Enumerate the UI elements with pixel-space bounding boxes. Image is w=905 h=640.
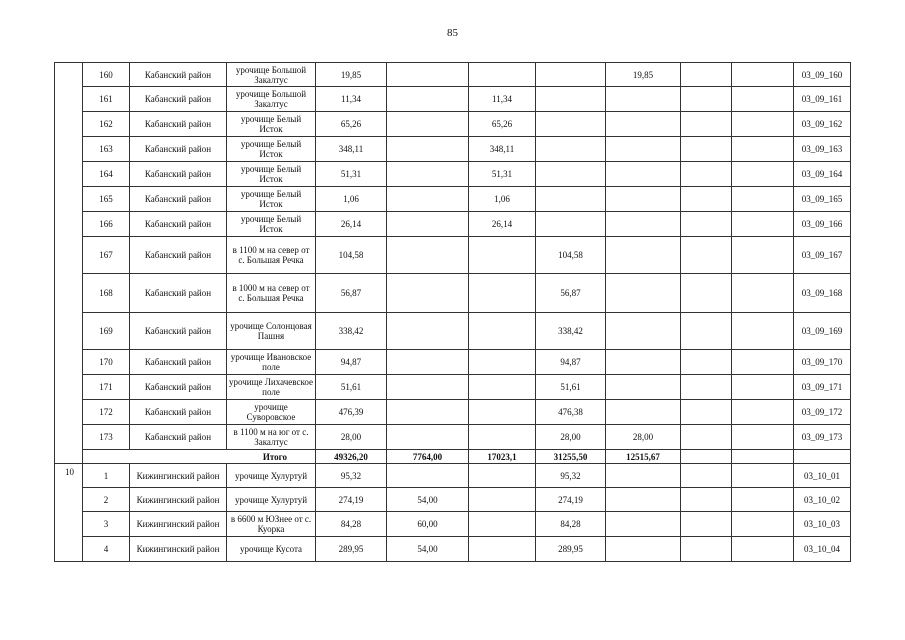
cell-c3: 94,87 <box>536 350 606 375</box>
cell-location: урочище Кусота <box>227 537 316 562</box>
cell-c3 <box>536 187 606 212</box>
table-row <box>55 212 851 237</box>
cell-c1: 60,00 <box>387 512 469 537</box>
cell-num: 161 <box>83 87 130 112</box>
cell-c4 <box>606 313 681 350</box>
cell-c1: 54,00 <box>387 537 469 562</box>
cell-code: 03_09_173 <box>794 425 851 450</box>
total-total: 49326,20 <box>316 450 387 464</box>
cell-location: урочище Солонцовая Пашня <box>227 313 316 350</box>
cell-c4 <box>606 162 681 187</box>
cell-c4: 19,85 <box>606 63 681 87</box>
group-number-cell <box>55 313 83 350</box>
cell-total: 11,34 <box>316 87 387 112</box>
cell-c4: 28,00 <box>606 425 681 450</box>
cell-c5 <box>681 512 732 537</box>
cell-c3: 338,42 <box>536 313 606 350</box>
cell-c4 <box>606 537 681 562</box>
cell-district: Кижингинский район <box>130 464 227 488</box>
cell-c3 <box>536 212 606 237</box>
group-number-cell <box>55 375 83 400</box>
cell-c1 <box>387 350 469 375</box>
cell-c6 <box>732 187 794 212</box>
group-number-cell: 10 <box>55 464 83 488</box>
cell-c5 <box>681 350 732 375</box>
cell-c6 <box>732 400 794 425</box>
cell-c4 <box>606 375 681 400</box>
cell-c2 <box>469 537 536 562</box>
cell-c4 <box>606 400 681 425</box>
table-row <box>55 237 851 274</box>
cell-c3: 28,00 <box>536 425 606 450</box>
table-row <box>55 187 851 212</box>
cell-code: 03_09_171 <box>794 375 851 400</box>
table-row <box>55 87 851 112</box>
total-row <box>55 450 851 464</box>
page-number: 85 <box>447 27 458 39</box>
cell-c4 <box>606 87 681 112</box>
cell-c1: 54,00 <box>387 488 469 512</box>
cell-district: Кабанский район <box>130 87 227 112</box>
cell-location: урочище Белый Исток <box>227 162 316 187</box>
group-number-cell <box>55 87 83 112</box>
cell-c1 <box>387 112 469 137</box>
total-label: Итого <box>83 450 316 464</box>
group-number-cell <box>55 187 83 212</box>
cell-c4 <box>606 274 681 313</box>
cell-total: 19,85 <box>316 63 387 87</box>
cell-c2: 26,14 <box>469 212 536 237</box>
cell-total: 476,39 <box>316 400 387 425</box>
cell-c3 <box>536 87 606 112</box>
cell-c3: 95,32 <box>536 464 606 488</box>
cell-num: 170 <box>83 350 130 375</box>
cell-district: Кабанский район <box>130 313 227 350</box>
table-row <box>55 464 851 488</box>
table-body <box>55 63 851 562</box>
cell-code: 03_10_03 <box>794 512 851 537</box>
table-row <box>55 425 851 450</box>
cell-district: Кижингинский район <box>130 537 227 562</box>
cell-total: 51,61 <box>316 375 387 400</box>
cell-num: 167 <box>83 237 130 274</box>
cell-c2: 65,26 <box>469 112 536 137</box>
table-row <box>55 350 851 375</box>
cell-location: урочище Хулуртуй <box>227 488 316 512</box>
cell-c6 <box>732 425 794 450</box>
cell-location: в 1000 м на север от с. Большая Речка <box>227 274 316 313</box>
cell-code: 03_10_04 <box>794 537 851 562</box>
cell-location: урочище Белый Исток <box>227 137 316 162</box>
cell-district: Кабанский район <box>130 112 227 137</box>
cell-c3 <box>536 137 606 162</box>
cell-c5 <box>681 537 732 562</box>
cell-code: 03_09_161 <box>794 87 851 112</box>
cell-code: 03_09_164 <box>794 162 851 187</box>
cell-c2 <box>469 425 536 450</box>
cell-total: 56,87 <box>316 274 387 313</box>
cell-total: 338,42 <box>316 313 387 350</box>
group-number-cell <box>55 274 83 313</box>
cell-c2 <box>469 350 536 375</box>
cell-total: 348,11 <box>316 137 387 162</box>
cell-c3 <box>536 162 606 187</box>
total-c2: 17023,1 <box>469 450 536 464</box>
cell-location: урочище Лихачевское поле <box>227 375 316 400</box>
cell-district: Кабанский район <box>130 137 227 162</box>
cell-c1 <box>387 87 469 112</box>
table-row <box>55 63 851 87</box>
cell-num: 2 <box>83 488 130 512</box>
cell-c4 <box>606 488 681 512</box>
cell-c6 <box>732 137 794 162</box>
cell-c6 <box>732 162 794 187</box>
cell-c6 <box>732 112 794 137</box>
cell-num: 166 <box>83 212 130 237</box>
cell-district: Кабанский район <box>130 375 227 400</box>
land-register-table <box>54 62 851 562</box>
cell-c5 <box>681 313 732 350</box>
cell-c4 <box>606 350 681 375</box>
cell-c4 <box>606 464 681 488</box>
table-row <box>55 488 851 512</box>
cell-c6 <box>732 350 794 375</box>
group-number-cell <box>55 425 83 450</box>
cell-c3: 104,58 <box>536 237 606 274</box>
cell-c1 <box>387 375 469 400</box>
cell-c1 <box>387 425 469 450</box>
cell-total: 274,19 <box>316 488 387 512</box>
cell-c1 <box>387 464 469 488</box>
group-number-cell <box>55 450 83 464</box>
table-row <box>55 512 851 537</box>
cell-c5 <box>681 237 732 274</box>
cell-c2 <box>469 512 536 537</box>
cell-c6 <box>732 237 794 274</box>
cell-c2: 348,11 <box>469 137 536 162</box>
cell-c2 <box>469 464 536 488</box>
cell-c3: 476,38 <box>536 400 606 425</box>
cell-c5 <box>681 162 732 187</box>
cell-code: 03_10_02 <box>794 488 851 512</box>
cell-code: 03_09_166 <box>794 212 851 237</box>
cell-total: 51,31 <box>316 162 387 187</box>
cell-c3: 274,19 <box>536 488 606 512</box>
cell-location: урочище Суворовское <box>227 400 316 425</box>
total-c6 <box>732 450 794 464</box>
total-code <box>794 450 851 464</box>
cell-c5 <box>681 212 732 237</box>
cell-c2 <box>469 375 536 400</box>
group-number-cell <box>55 488 83 512</box>
cell-total: 95,32 <box>316 464 387 488</box>
cell-c3: 289,95 <box>536 537 606 562</box>
cell-location: урочище Белый Исток <box>227 112 316 137</box>
cell-num: 164 <box>83 162 130 187</box>
cell-c2 <box>469 313 536 350</box>
table-row <box>55 375 851 400</box>
cell-district: Кабанский район <box>130 425 227 450</box>
cell-num: 160 <box>83 63 130 87</box>
cell-c6 <box>732 313 794 350</box>
cell-code: 03_09_167 <box>794 237 851 274</box>
table-row <box>55 313 851 350</box>
cell-c2 <box>469 237 536 274</box>
cell-c1 <box>387 187 469 212</box>
cell-location: урочище Белый Исток <box>227 212 316 237</box>
cell-code: 03_09_162 <box>794 112 851 137</box>
cell-c6 <box>732 488 794 512</box>
cell-district: Кабанский район <box>130 162 227 187</box>
cell-c3: 51,61 <box>536 375 606 400</box>
group-number-cell <box>55 512 83 537</box>
cell-c5 <box>681 187 732 212</box>
cell-c6 <box>732 212 794 237</box>
table-row <box>55 400 851 425</box>
cell-district: Кабанский район <box>130 63 227 87</box>
cell-c6 <box>732 375 794 400</box>
cell-c1 <box>387 63 469 87</box>
cell-c5 <box>681 274 732 313</box>
table-row <box>55 274 851 313</box>
cell-c6 <box>732 512 794 537</box>
cell-code: 03_09_168 <box>794 274 851 313</box>
cell-c1 <box>387 212 469 237</box>
cell-district: Кижингинский район <box>130 512 227 537</box>
cell-code: 03_09_169 <box>794 313 851 350</box>
cell-code: 03_09_165 <box>794 187 851 212</box>
cell-c2 <box>469 400 536 425</box>
cell-num: 162 <box>83 112 130 137</box>
cell-location: в 1100 м на юг от с. Закалтус <box>227 425 316 450</box>
cell-c1 <box>387 237 469 274</box>
cell-location: в 1100 м на север от с. Большая Речка <box>227 237 316 274</box>
cell-total: 84,28 <box>316 512 387 537</box>
total-c4: 12515,67 <box>606 450 681 464</box>
cell-district: Кабанский район <box>130 237 227 274</box>
cell-c5 <box>681 63 732 87</box>
cell-c5 <box>681 112 732 137</box>
cell-total: 104,58 <box>316 237 387 274</box>
cell-district: Кабанский район <box>130 187 227 212</box>
cell-num: 173 <box>83 425 130 450</box>
cell-c2: 1,06 <box>469 187 536 212</box>
cell-c3 <box>536 63 606 87</box>
cell-c6 <box>732 63 794 87</box>
cell-c6 <box>732 274 794 313</box>
cell-num: 172 <box>83 400 130 425</box>
total-c3: 31255,50 <box>536 450 606 464</box>
cell-c6 <box>732 464 794 488</box>
cell-total: 289,95 <box>316 537 387 562</box>
group-number-cell <box>55 537 83 562</box>
group-number-cell <box>55 350 83 375</box>
cell-c5 <box>681 488 732 512</box>
cell-c4 <box>606 112 681 137</box>
cell-c5 <box>681 425 732 450</box>
group-number-cell <box>55 63 83 87</box>
group-number-cell <box>55 237 83 274</box>
cell-code: 03_09_160 <box>794 63 851 87</box>
cell-num: 4 <box>83 537 130 562</box>
cell-c1 <box>387 162 469 187</box>
cell-c5 <box>681 87 732 112</box>
group-number-cell <box>55 112 83 137</box>
cell-total: 94,87 <box>316 350 387 375</box>
cell-num: 3 <box>83 512 130 537</box>
cell-c1 <box>387 274 469 313</box>
cell-total: 28,00 <box>316 425 387 450</box>
total-c1: 7764,00 <box>387 450 469 464</box>
cell-district: Кабанский район <box>130 274 227 313</box>
cell-code: 03_10_01 <box>794 464 851 488</box>
cell-c6 <box>732 87 794 112</box>
cell-c6 <box>732 537 794 562</box>
cell-c2: 51,31 <box>469 162 536 187</box>
cell-district: Кабанский район <box>130 350 227 375</box>
cell-location: урочище Белый Исток <box>227 187 316 212</box>
cell-num: 171 <box>83 375 130 400</box>
cell-c2 <box>469 488 536 512</box>
cell-num: 1 <box>83 464 130 488</box>
cell-c4 <box>606 187 681 212</box>
cell-location: урочище Большой Закалтус <box>227 63 316 87</box>
cell-c1 <box>387 313 469 350</box>
cell-c4 <box>606 237 681 274</box>
cell-c5 <box>681 137 732 162</box>
cell-location: урочище Большой Закалтус <box>227 87 316 112</box>
cell-c2 <box>469 274 536 313</box>
table-row <box>55 112 851 137</box>
total-c5 <box>681 450 732 464</box>
cell-code: 03_09_170 <box>794 350 851 375</box>
cell-district: Кижингинский район <box>130 488 227 512</box>
cell-location: урочище Хулуртуй <box>227 464 316 488</box>
cell-c1 <box>387 137 469 162</box>
cell-district: Кабанский район <box>130 400 227 425</box>
cell-c2: 11,34 <box>469 87 536 112</box>
cell-num: 165 <box>83 187 130 212</box>
cell-c3 <box>536 112 606 137</box>
cell-code: 03_09_163 <box>794 137 851 162</box>
cell-num: 168 <box>83 274 130 313</box>
cell-code: 03_09_172 <box>794 400 851 425</box>
cell-c1 <box>387 400 469 425</box>
cell-c3: 56,87 <box>536 274 606 313</box>
cell-total: 1,06 <box>316 187 387 212</box>
cell-c5 <box>681 464 732 488</box>
group-number-cell <box>55 162 83 187</box>
cell-district: Кабанский район <box>130 212 227 237</box>
cell-c5 <box>681 400 732 425</box>
cell-total: 26,14 <box>316 212 387 237</box>
cell-c2 <box>469 63 536 87</box>
cell-num: 163 <box>83 137 130 162</box>
group-number-cell <box>55 400 83 425</box>
cell-c5 <box>681 375 732 400</box>
cell-num: 169 <box>83 313 130 350</box>
cell-c4 <box>606 137 681 162</box>
group-number-cell <box>55 212 83 237</box>
table-row <box>55 537 851 562</box>
table-row <box>55 162 851 187</box>
cell-location: в 6600 м ЮЗнее от с. Куорка <box>227 512 316 537</box>
cell-c4 <box>606 212 681 237</box>
cell-c4 <box>606 512 681 537</box>
cell-location: урочище Ивановское поле <box>227 350 316 375</box>
table-row <box>55 137 851 162</box>
group-number-cell <box>55 137 83 162</box>
cell-total: 65,26 <box>316 112 387 137</box>
cell-c3: 84,28 <box>536 512 606 537</box>
